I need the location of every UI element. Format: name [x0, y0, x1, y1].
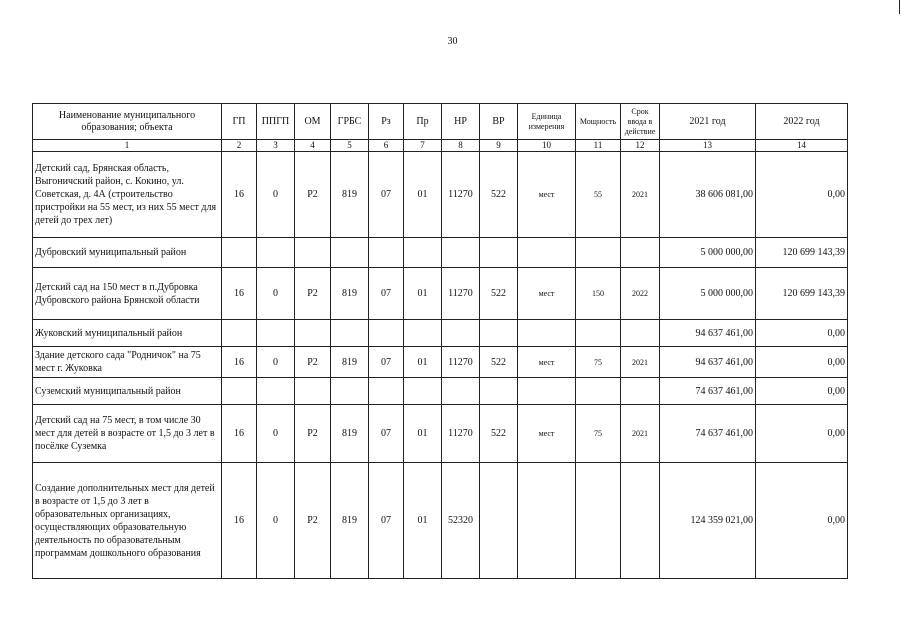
cell-ppgp: 0 [257, 463, 295, 579]
cell-grbs [331, 320, 369, 347]
cell-y2021: 94 637 461,00 [660, 320, 756, 347]
cell-nr [442, 238, 480, 268]
cell-nr: 11270 [442, 152, 480, 238]
column-number: 10 [518, 140, 576, 152]
cell-gp: 16 [222, 405, 257, 463]
cell-name: Жуковский муниципальный район [33, 320, 222, 347]
cell-name: Дубровский муниципальный район [33, 238, 222, 268]
cell-om: P2 [295, 463, 331, 579]
budget-table [32, 103, 848, 579]
cell-nr: 11270 [442, 405, 480, 463]
cell-pr: 01 [404, 347, 442, 378]
table-row [33, 268, 848, 320]
column-number: 13 [660, 140, 756, 152]
cell-unit: мест [518, 268, 576, 320]
column-number: 9 [480, 140, 518, 152]
cell-gp: 16 [222, 268, 257, 320]
cell-nr: 11270 [442, 347, 480, 378]
cell-gp: 16 [222, 347, 257, 378]
table-row [33, 347, 848, 378]
cell-capacity: 75 [576, 405, 621, 463]
column-number: 14 [756, 140, 848, 152]
table-row [33, 320, 848, 347]
cell-y2022: 120 699 143,39 [756, 238, 848, 268]
cell-rz [369, 320, 404, 347]
cell-gp: 16 [222, 463, 257, 579]
cell-ppgp [257, 238, 295, 268]
cell-capacity [576, 378, 621, 405]
cell-y2021: 94 637 461,00 [660, 347, 756, 378]
table-row [33, 378, 848, 405]
cell-grbs: 819 [331, 268, 369, 320]
cell-pr: 01 [404, 152, 442, 238]
cell-pr [404, 378, 442, 405]
cell-nr [442, 378, 480, 405]
cell-y2022: 0,00 [756, 378, 848, 405]
table-body [33, 152, 848, 579]
cell-name: Суземский муниципальный район [33, 378, 222, 405]
cell-grbs [331, 238, 369, 268]
cell-y2021: 5 000 000,00 [660, 238, 756, 268]
cell-ppgp [257, 378, 295, 405]
cell-unit: мест [518, 152, 576, 238]
cell-vr: 522 [480, 347, 518, 378]
cell-vr [480, 378, 518, 405]
column-number: 8 [442, 140, 480, 152]
cell-grbs: 819 [331, 152, 369, 238]
column-number: 5 [331, 140, 369, 152]
header-grbs: ГРБС [331, 104, 369, 140]
header-gp: ГП [222, 104, 257, 140]
cell-y2022: 0,00 [756, 347, 848, 378]
cell-name: Здание детского сада "Родничок" на 75 мест г. Жуковка [33, 347, 222, 378]
cell-y2022: 0,00 [756, 152, 848, 238]
cell-deadline: 2021 [621, 347, 660, 378]
cell-rz [369, 378, 404, 405]
cell-name: Детский сад на 150 мест в п.Дубровка Дубровского района Брянской области [33, 268, 222, 320]
cell-vr: 522 [480, 152, 518, 238]
header-vr: ВР [480, 104, 518, 140]
cell-name: Детский сад, Брянская область, Выгоничский район, с. Кокино, ул. Советская, д. 4А (строительство пристройки на 55 мест, из них 55 мест для детей до трех лет) [33, 152, 222, 238]
cell-nr: 11270 [442, 268, 480, 320]
cell-capacity: 55 [576, 152, 621, 238]
column-number: 1 [33, 140, 222, 152]
cell-pr: 01 [404, 463, 442, 579]
cell-ppgp: 0 [257, 347, 295, 378]
page-number: 30 [447, 36, 458, 47]
cell-pr [404, 238, 442, 268]
cell-unit [518, 320, 576, 347]
header-nr: НР [442, 104, 480, 140]
cell-deadline: 2021 [621, 405, 660, 463]
cell-vr [480, 238, 518, 268]
cell-pr: 01 [404, 268, 442, 320]
cell-y2022: 0,00 [756, 320, 848, 347]
cell-grbs: 819 [331, 405, 369, 463]
cell-gp [222, 320, 257, 347]
cell-vr: 522 [480, 405, 518, 463]
cell-om [295, 238, 331, 268]
cell-pr: 01 [404, 405, 442, 463]
header-capacity: Мощность [576, 104, 621, 140]
cell-vr: 522 [480, 268, 518, 320]
header-2022: 2022 год [756, 104, 848, 140]
cell-capacity: 150 [576, 268, 621, 320]
cell-nr: 52320 [442, 463, 480, 579]
cell-unit [518, 378, 576, 405]
cell-deadline [621, 378, 660, 405]
cell-vr [480, 320, 518, 347]
cell-om: P2 [295, 405, 331, 463]
table-row [33, 463, 848, 579]
cell-om [295, 378, 331, 405]
cell-grbs [331, 378, 369, 405]
column-number: 4 [295, 140, 331, 152]
cell-deadline [621, 463, 660, 579]
column-number: 7 [404, 140, 442, 152]
header-rz: Рз [369, 104, 404, 140]
cell-unit: мест [518, 405, 576, 463]
cell-rz: 07 [369, 463, 404, 579]
cell-rz: 07 [369, 268, 404, 320]
cell-grbs: 819 [331, 463, 369, 579]
cell-rz [369, 238, 404, 268]
cell-y2022: 0,00 [756, 463, 848, 579]
header-unit: Единица измерения [518, 104, 576, 140]
cell-gp [222, 378, 257, 405]
column-number: 2 [222, 140, 257, 152]
column-number-row [33, 140, 848, 152]
cell-capacity [576, 463, 621, 579]
column-number: 6 [369, 140, 404, 152]
cell-ppgp: 0 [257, 405, 295, 463]
cell-gp: 16 [222, 152, 257, 238]
cell-om: P2 [295, 347, 331, 378]
cell-deadline [621, 320, 660, 347]
column-number: 12 [621, 140, 660, 152]
cell-deadline: 2022 [621, 268, 660, 320]
cell-ppgp [257, 320, 295, 347]
cell-gp [222, 238, 257, 268]
cell-y2021: 74 637 461,00 [660, 378, 756, 405]
cell-rz: 07 [369, 347, 404, 378]
column-number: 3 [257, 140, 295, 152]
table-row [33, 152, 848, 238]
header-2021: 2021 год [660, 104, 756, 140]
cell-unit: мест [518, 347, 576, 378]
cell-deadline: 2021 [621, 152, 660, 238]
header-om: ОМ [295, 104, 331, 140]
cell-vr [480, 463, 518, 579]
cell-y2021: 38 606 081,00 [660, 152, 756, 238]
cell-grbs: 819 [331, 347, 369, 378]
cell-unit [518, 463, 576, 579]
column-number: 11 [576, 140, 621, 152]
cell-ppgp: 0 [257, 268, 295, 320]
cell-nr [442, 320, 480, 347]
cell-y2021: 74 637 461,00 [660, 405, 756, 463]
cell-unit [518, 238, 576, 268]
cell-capacity [576, 320, 621, 347]
cell-y2022: 120 699 143,39 [756, 268, 848, 320]
table-row [33, 238, 848, 268]
cell-rz: 07 [369, 152, 404, 238]
cell-deadline [621, 238, 660, 268]
cell-capacity [576, 238, 621, 268]
header-deadline: Срок ввода в действие [621, 104, 660, 140]
header-name: Наименование муниципального образования; объекта [33, 104, 222, 140]
cell-y2022: 0,00 [756, 405, 848, 463]
cell-y2021: 124 359 021,00 [660, 463, 756, 579]
cell-om [295, 320, 331, 347]
header-ppgp: ППГП [257, 104, 295, 140]
cell-name: Детский сад на 75 мест, в том числе 30 мест для детей в возрасте от 1,5 до 3 лет в посёлке Суземка [33, 405, 222, 463]
cell-name: Создание дополнительных мест для детей в возрасте от 1,5 до 3 лет в образовательных организациях, осуществляющих образовательную деятельность по образовательным программам дошкольного образования [33, 463, 222, 579]
cell-rz: 07 [369, 405, 404, 463]
table-row [33, 405, 848, 463]
cell-om: P2 [295, 268, 331, 320]
cell-capacity: 75 [576, 347, 621, 378]
cell-y2021: 5 000 000,00 [660, 268, 756, 320]
header-pr: Пр [404, 104, 442, 140]
header-row [33, 104, 848, 140]
cell-om: P2 [295, 152, 331, 238]
cell-ppgp: 0 [257, 152, 295, 238]
page-edge-mark [899, 0, 900, 14]
cell-pr [404, 320, 442, 347]
